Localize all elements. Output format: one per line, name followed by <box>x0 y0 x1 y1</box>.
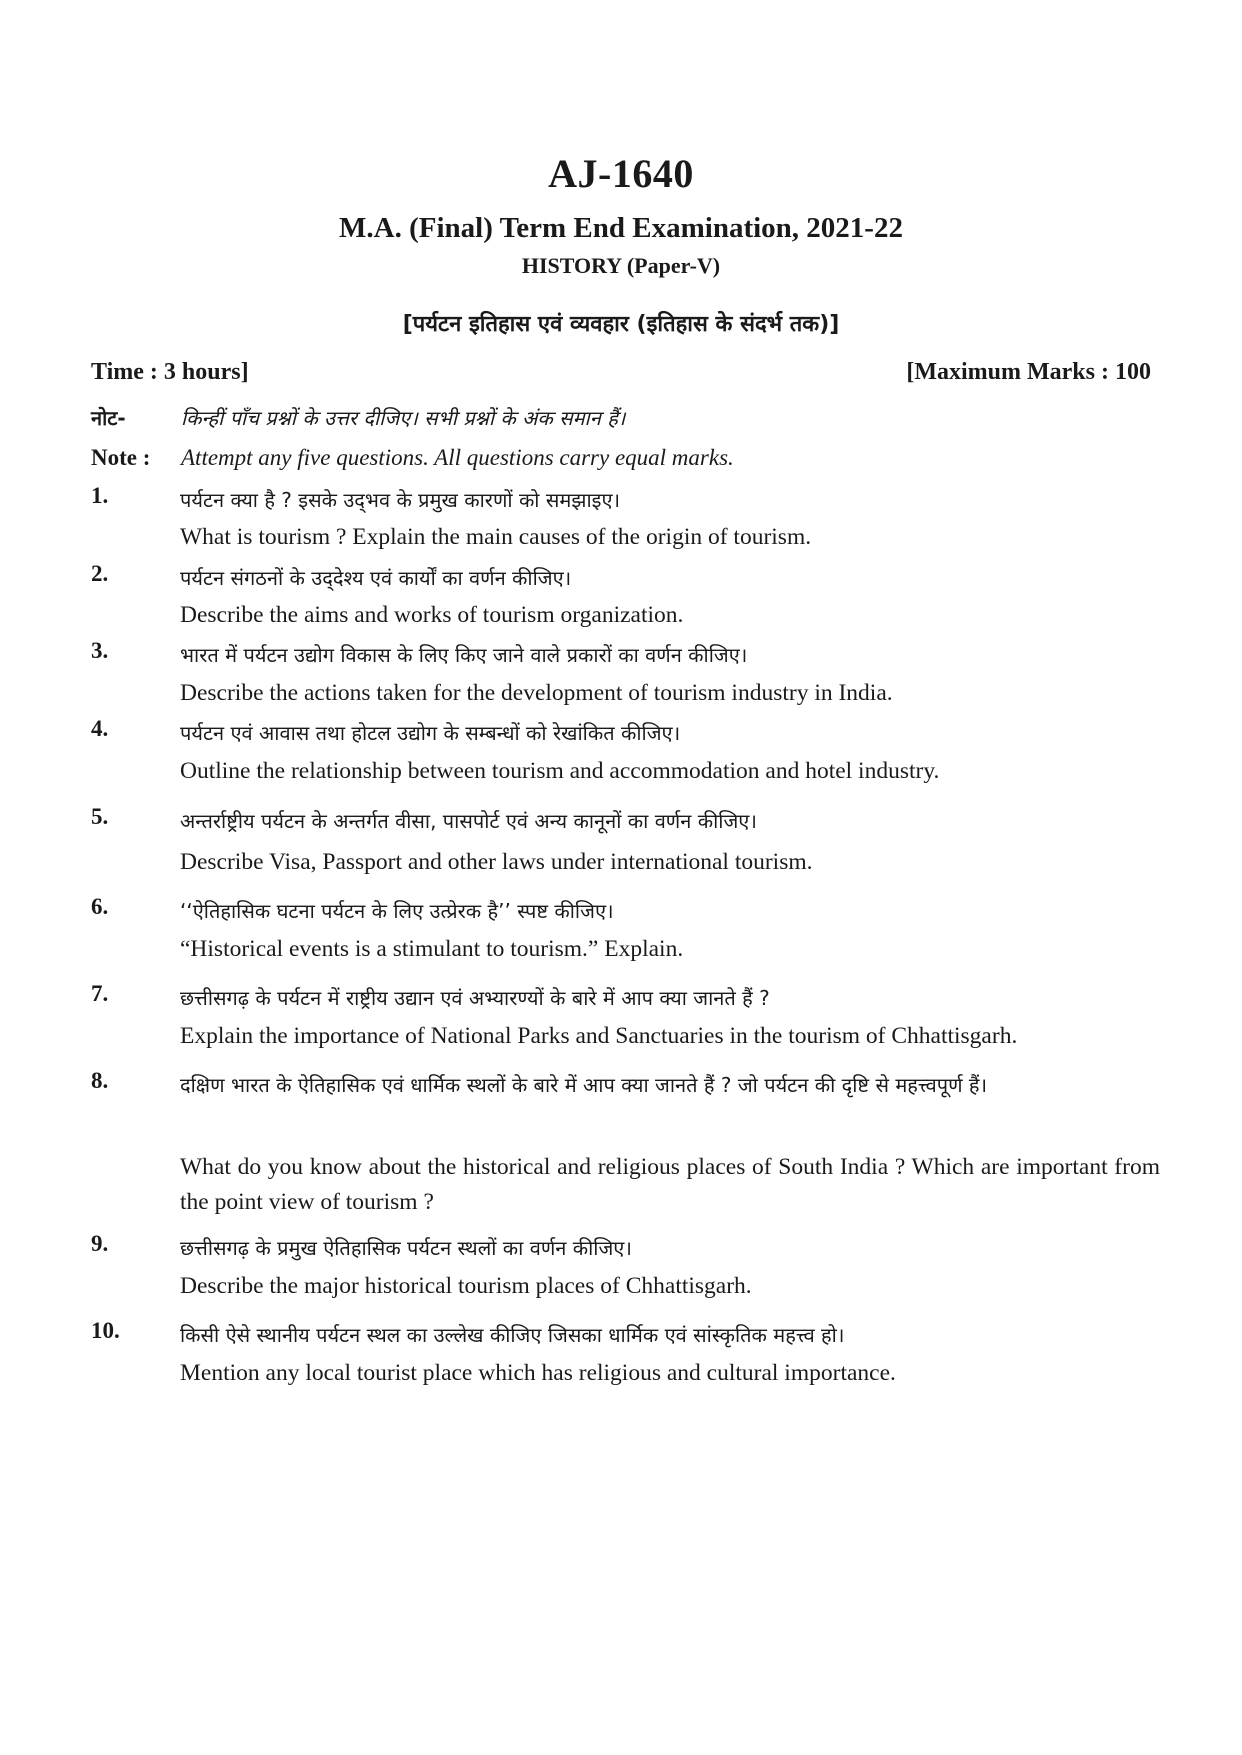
question-number: 4. <box>91 716 109 741</box>
question-number: 7. <box>91 981 109 1006</box>
question-number: 10. <box>91 1318 120 1343</box>
question-english: Describe the actions taken for the development of tourism industry in India. <box>180 680 893 706</box>
question-english: Describe the major historical tourism places of Chhattisgarh. <box>180 1273 752 1299</box>
question-number: 5. <box>91 804 109 829</box>
time-marks-row <box>91 359 1151 386</box>
question-number: 2. <box>91 561 109 586</box>
time-label: Time : 3 hours] <box>91 359 249 385</box>
question-english: What do you know about the historical and religious places of South India ? Which are important from the point view of tourism ? <box>180 1154 1160 1215</box>
question-number: 1. <box>91 483 109 508</box>
max-marks-label: [Maximum Marks : 100 <box>906 359 1151 385</box>
question-english: “Historical events is a stimulant to tourism.” Explain. <box>180 936 684 962</box>
question-hindi: छत्तीसगढ़ के प्रमुख ऐतिहासिक पर्यटन स्थलों का वर्णन कीजिए। <box>180 1236 632 1260</box>
question-english: Describe the aims and works of tourism organization. <box>180 602 684 628</box>
question-hindi: छत्तीसगढ़ के पर्यटन में राष्ट्रीय उद्यान एवं अभ्यारण्यों के बारे में आप क्या जानते हैं ? <box>180 986 770 1010</box>
question-hindi: अन्तर्राष्ट्रीय पर्यटन के अन्तर्गत वीसा, पासपोर्ट एवं अन्य कानूनों का वर्णन कीजिए। <box>180 809 757 833</box>
question-hindi: पर्यटन क्या है ? इसके उद्‌भव के प्रमुख कारणों को समझाइए। <box>180 488 621 512</box>
paper-code: AJ-1640 <box>548 151 694 196</box>
question-hindi: ‘‘ऐतिहासिक घटना पर्यटन के लिए उत्प्रेरक है’’ स्पष्ट कीजिए। <box>180 899 614 923</box>
question-hindi: पर्यटन संगठनों के उद्‌देश्य एवं कार्यों का वर्णन कीजिए। <box>180 566 572 590</box>
question-english: Describe Visa, Passport and other laws under international tourism. <box>180 849 813 875</box>
question-number: 3. <box>91 638 109 663</box>
question-hindi: दक्षिण भारत के ऐतिहासिक एवं धार्मिक स्थलों के बारे में आप क्या जानते हैं ? जो पर्यटन की दृष्टि से महत्त्वपूर्ण हैं। <box>180 1073 988 1097</box>
exam-title: M.A. (Final) Term End Examination, 2021-22 <box>339 212 903 244</box>
question-hindi: भारत में पर्यटन उद्योग विकास के लिए किए जाने वाले प्रकारों का वर्णन कीजिए। <box>180 643 748 667</box>
question-english: Outline the relationship between tourism and accommodation and hotel industry. <box>180 758 940 784</box>
note-english <box>91 445 1161 471</box>
note-english-text: Attempt any five questions. All questions carry equal marks. <box>181 445 734 470</box>
question-english: What is tourism ? Explain the main causes of the origin of tourism. <box>180 524 812 550</box>
question-number: 6. <box>91 894 109 919</box>
question-hindi: किसी ऐसे स्थानीय पर्यटन स्थल का उल्लेख कीजिए जिसका धार्मिक एवं सांस्कृतिक महत्त्व हो। <box>180 1323 845 1347</box>
question-hindi: पर्यटन एवं आवास तथा होटल उद्योग के सम्बन्धों को रेखांकित कीजिए। <box>180 721 681 745</box>
paper-subject: HISTORY (Paper-V) <box>521 253 721 278</box>
question-english: Mention any local tourist place which has religious and cultural importance. <box>180 1360 896 1386</box>
paper-hindi-title: [पर्यटन इतिहास एवं व्यवहार (इतिहास के संदर्भ तक)] <box>402 312 840 337</box>
note-hindi-text: किन्हीं पाँच प्रश्नों के उत्तर दीजिए। सभी प्रश्नों के अंक समान हैं। <box>181 406 626 430</box>
question-number: 9. <box>91 1231 109 1256</box>
note-hindi-label: नोट- <box>91 406 126 430</box>
question-english: Explain the importance of National Parks and Sanctuaries in the tourism of Chhattisgarh. <box>180 1023 1018 1049</box>
note-hindi <box>91 404 1161 431</box>
question-number: 8. <box>91 1068 109 1093</box>
note-english-label: Note : <box>91 445 151 470</box>
